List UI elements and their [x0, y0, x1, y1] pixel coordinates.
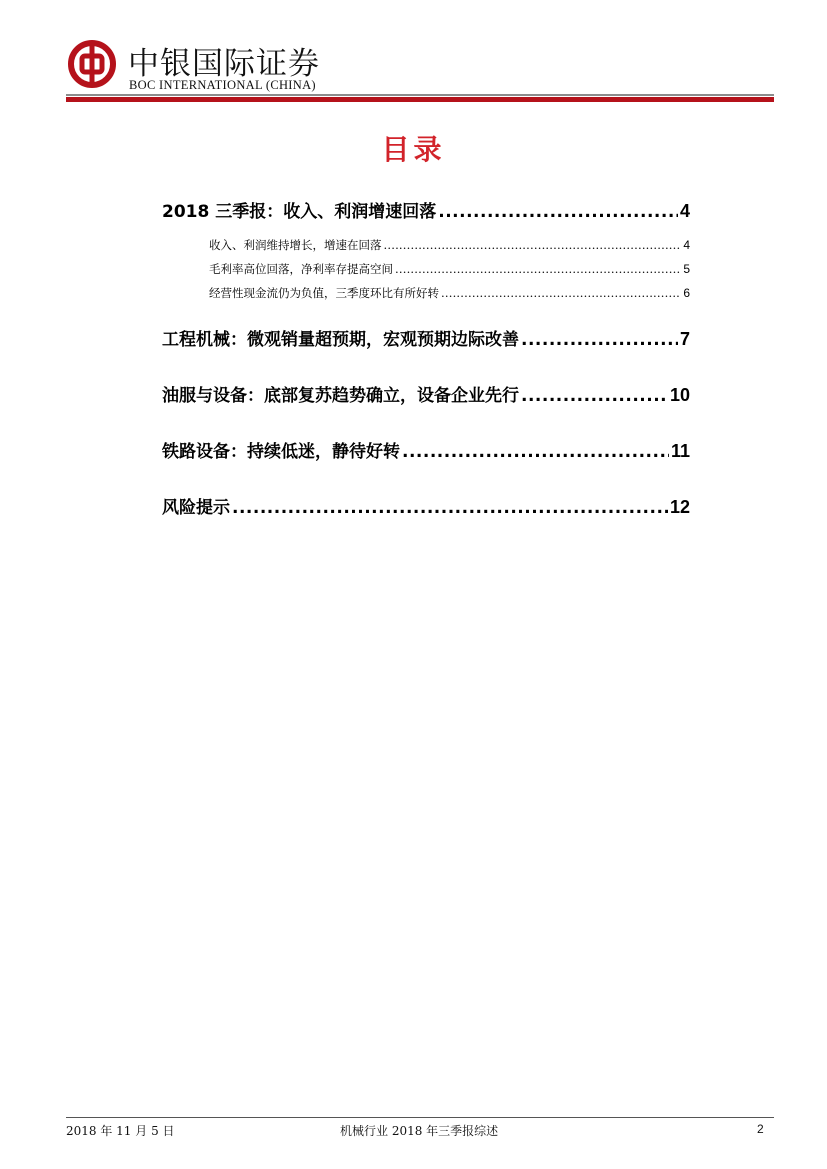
toc-entry-page: 5 — [683, 262, 690, 276]
toc-leader-dots — [441, 286, 681, 300]
footer-page-number: 2 — [757, 1122, 764, 1136]
toc-entry-label: 2018 三季报：收入、利润增速回落 — [162, 202, 437, 222]
toc-entry-label: 铁路设备：持续低迷，静待好转 — [162, 442, 400, 462]
toc-entry[interactable] — [162, 325, 690, 350]
toc-entry[interactable] — [162, 197, 690, 222]
brand-name-en: BOC INTERNATIONAL (CHINA) — [129, 78, 316, 92]
toc-leader-dots — [521, 386, 668, 406]
toc-entry-label: 经营性现金流仍为负值，三季度环比有所好转 — [209, 286, 439, 300]
toc-leader-dots — [395, 262, 681, 276]
toc-entry-label: 毛利率高位回落，净利率存提高空间 — [209, 262, 393, 276]
header-divider-red — [66, 97, 774, 102]
toc-subentry[interactable] — [209, 261, 690, 277]
footer-date: 2018 年 11 月 5 日 — [66, 1124, 175, 1138]
toc-leader-dots — [438, 202, 678, 222]
footer-divider — [66, 1117, 774, 1118]
toc-subentry[interactable] — [209, 285, 690, 301]
toc-entry[interactable] — [162, 493, 690, 518]
toc-entry-label: 油服与设备：底部复苏趋势确立，设备企业先行 — [162, 386, 519, 406]
toc-entry-page: 6 — [683, 286, 690, 300]
toc-entry-label: 工程机械：微观销量超预期，宏观预期边际改善 — [162, 330, 519, 350]
toc-entry-page: 10 — [669, 385, 690, 405]
brand-name-cn: 中银国际证券 — [128, 46, 320, 82]
toc-entry-page: 12 — [669, 497, 690, 517]
boc-coin-logo-icon — [68, 40, 116, 88]
toc-leader-dots — [521, 330, 678, 350]
header-divider-gray — [66, 94, 774, 96]
toc-leader-dots — [402, 442, 669, 462]
toc-entry-label: 风险提示 — [162, 498, 230, 518]
toc-entry-page: 7 — [679, 329, 690, 349]
toc-entry-page: 4 — [683, 238, 690, 252]
footer-doc-title: 机械行业 2018 年三季报综述 — [340, 1124, 499, 1138]
toc-leader-dots — [232, 498, 668, 518]
toc-title: 目录 — [381, 133, 446, 166]
toc-leader-dots — [384, 238, 682, 252]
toc-entry-label: 收入、利润维持增长，增速在回落 — [209, 238, 382, 252]
toc-entry[interactable] — [162, 381, 690, 406]
toc-entry-page: 11 — [670, 441, 690, 461]
toc-entry-page: 4 — [679, 201, 690, 221]
toc-subentry[interactable] — [209, 237, 690, 253]
toc-entry[interactable] — [162, 437, 690, 462]
